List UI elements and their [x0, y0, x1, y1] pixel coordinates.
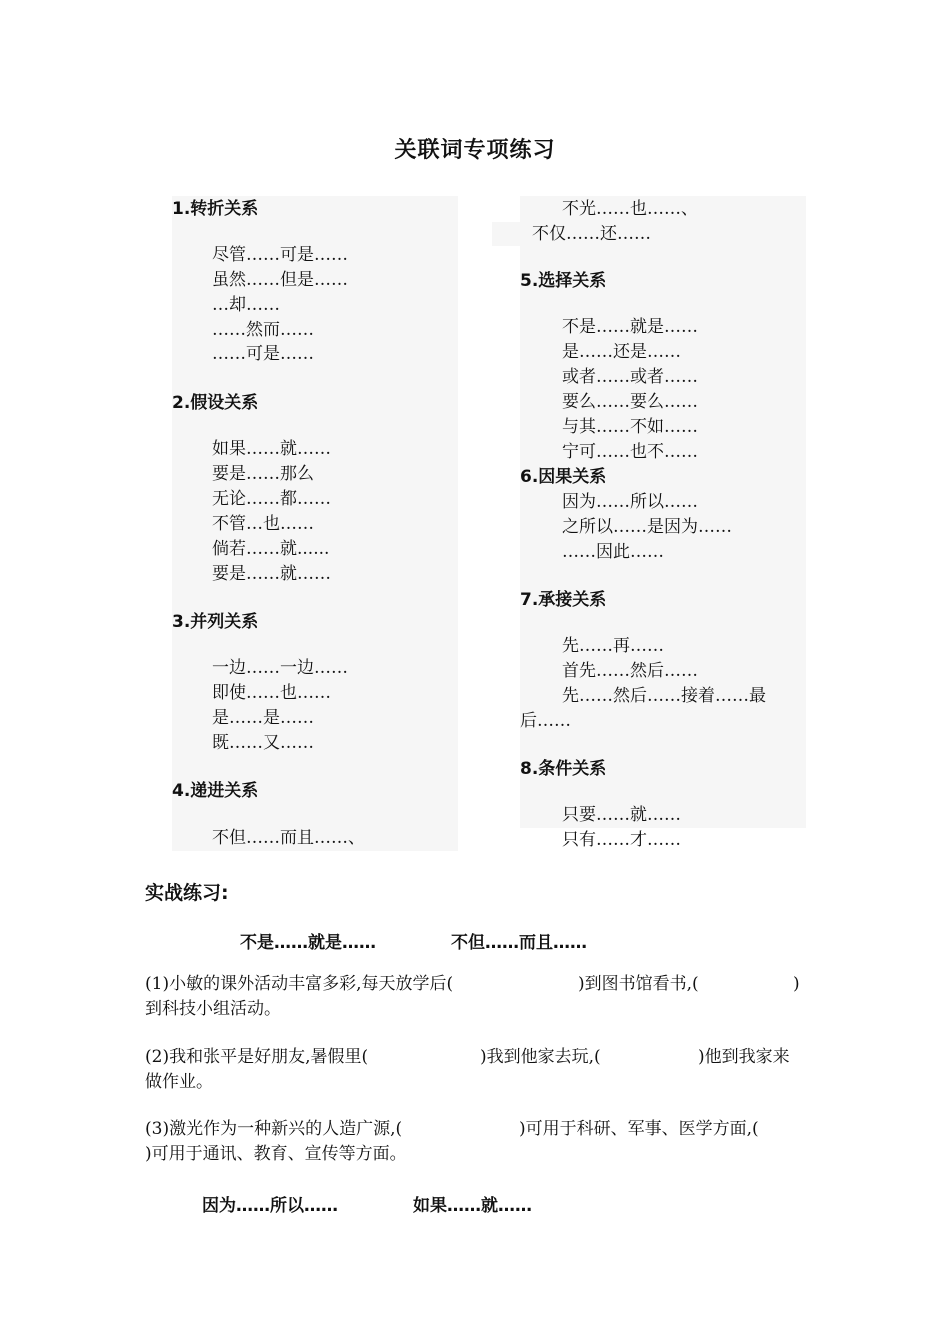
question	[145, 1045, 810, 1095]
list-item: ……因此……	[562, 542, 664, 562]
list-item: 不光……也……、	[562, 199, 698, 219]
practice-title: 实战练习:	[145, 882, 229, 904]
word-bank-item: 不但……而且……	[451, 933, 587, 953]
list-item: 既……又……	[212, 733, 314, 753]
list-item: …却……	[212, 295, 280, 315]
question-text: )	[793, 974, 800, 994]
page-title: 关联词专项练习	[394, 137, 556, 163]
word-bank-item: 不是……就是……	[240, 933, 376, 953]
question-text: (3)激光作为一种新兴的人造广源,(	[145, 1119, 403, 1139]
list-item: 是……是……	[212, 708, 314, 728]
list-item: 或者……或者……	[562, 367, 698, 387]
list-item: 首先……然后……	[562, 661, 698, 681]
question-text: 做作业。	[145, 1072, 213, 1092]
list-item: 不管…也……	[212, 514, 314, 534]
list-item: 只要……就……	[562, 805, 681, 825]
list-item: 要么……要么……	[562, 392, 698, 412]
question-text: )可用于通讯、教育、宣传等方面。	[145, 1144, 407, 1164]
list-item: 不仅……还……	[532, 224, 651, 244]
list-item: 只有……才……	[562, 830, 681, 850]
list-item: 是……还是……	[562, 342, 681, 362]
list-item: 之所以……是因为……	[562, 517, 732, 537]
list-item: 一边……一边……	[212, 658, 348, 678]
list-item: 无论……都……	[212, 489, 331, 509]
question	[145, 1117, 810, 1167]
list-item: 倘若……就......	[212, 539, 330, 559]
word-bank-item: 如果……就……	[413, 1196, 532, 1216]
word-bank-item: 因为……所以……	[202, 1196, 338, 1216]
section-heading: 3.并列关系	[172, 612, 259, 632]
list-item: 先……再……	[562, 636, 664, 656]
section-heading: 1.转折关系	[172, 199, 259, 219]
list-item: 虽然……但是……	[212, 270, 348, 290]
list-item: 与其……不如……	[562, 417, 698, 437]
list-item: 先……然后……接着……最	[562, 686, 766, 706]
question-text: (2)我和张平是好朋友,暑假里(	[145, 1047, 369, 1067]
section-heading: 6.因果关系	[520, 467, 607, 487]
list-item: 尽管……可是……	[212, 245, 348, 265]
section-heading: 4.递进关系	[172, 781, 259, 801]
section-heading: 2.假设关系	[172, 393, 259, 413]
list-item: 不是……就是……	[562, 317, 698, 337]
list-item: 后……	[520, 711, 571, 731]
list-item: 如果……就……	[212, 439, 331, 459]
question-text: )我到他家去玩,(	[480, 1047, 601, 1067]
question-text: )可用于科研、军事、医学方面,(	[519, 1119, 759, 1139]
list-item: ……然而……	[212, 320, 314, 340]
question-text: )到图书馆看书,(	[578, 974, 699, 994]
list-item: 要是……就……	[212, 564, 331, 584]
list-item: 即使……也……	[212, 683, 331, 703]
question-text: 到科技小组活动。	[145, 999, 281, 1019]
right-column-shade-notch	[492, 222, 522, 246]
section-heading: 8.条件关系	[520, 759, 607, 779]
list-item: ……可是……	[212, 344, 314, 364]
list-item: 因为……所以……	[562, 492, 698, 512]
question-text: (1)小敏的课外活动丰富多彩,每天放学后(	[145, 974, 454, 994]
list-item: 宁可……也不……	[562, 442, 698, 462]
question-text: )他到我家来	[698, 1047, 790, 1067]
list-item: 不但……而且……、	[212, 828, 365, 848]
section-heading: 5.选择关系	[520, 271, 607, 291]
section-heading: 7.承接关系	[520, 590, 607, 610]
list-item: 要是……那么	[212, 464, 314, 484]
question	[145, 972, 810, 1022]
